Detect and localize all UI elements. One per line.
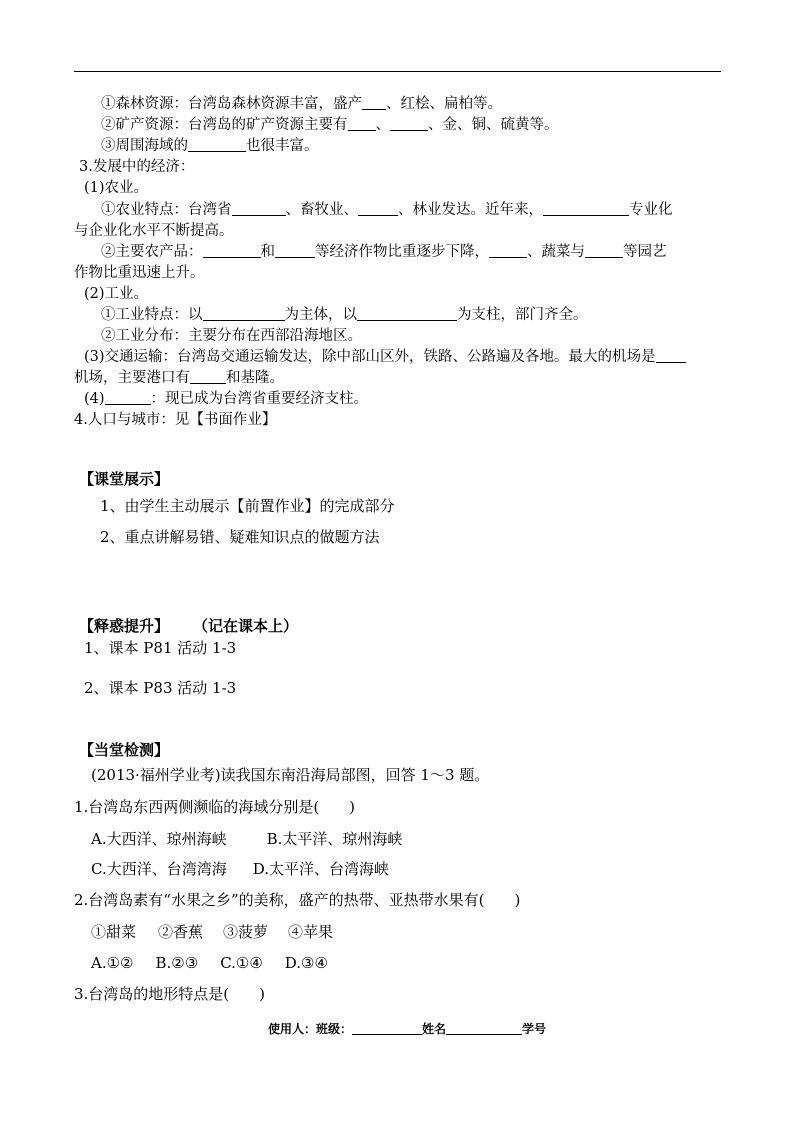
answer-blank (203, 305, 285, 321)
option-b: B.②③ (155, 954, 199, 972)
transport-continuation (74, 368, 284, 389)
option-c: C.大西洋、台湾湾海 (91, 860, 227, 878)
agriculture-products-continuation: 作物比重迅速上升。 (74, 265, 205, 281)
answer-blank (585, 242, 623, 258)
item-4: ④苹果 (288, 923, 334, 941)
industry-title: (2)工业。 (84, 286, 149, 302)
tourism-line (84, 389, 368, 410)
text: 、畜牧业、 (285, 202, 358, 218)
answer-blank (348, 115, 376, 131)
footer-name-label: 姓名 (422, 1022, 447, 1036)
industry-feature-line (101, 305, 588, 326)
population-line: 4.人口与城市：见【书面作业】 (74, 412, 277, 428)
footer-class-label: 使用人：班级： (268, 1022, 353, 1036)
text: ②矿产资源：台湾岛的矿产资源主要有 (101, 117, 348, 133)
option-d: D.太平洋、台湾海峡 (252, 860, 389, 878)
mineral-resources-line (101, 115, 559, 136)
answer-blank (357, 305, 457, 321)
option-d: D.③④ (284, 954, 328, 972)
sea-resources-line (101, 136, 319, 157)
display-item-1: 1、由学生主动展示【前置作业】的完成部分 (100, 497, 395, 515)
section-heading-display: 【课堂展示】 (79, 470, 170, 488)
test-intro: (2013·福州学业考)读我国东南沿海局部图，回答 1～3 题。 (91, 766, 490, 784)
question-3: 3.台湾岛的地形特点是( ) (74, 985, 266, 1003)
footer-id-label: 学号 (522, 1022, 547, 1036)
text: 为主体，以 (284, 307, 357, 323)
economy-title: 3.发展中的经济： (79, 159, 195, 175)
explain-item-2: 2、课本 P83 活动 1-3 (84, 679, 237, 697)
question-2: 2.台湾岛素有“水果之乡”的美称，盛产的热带、亚热带水果有( ) (74, 891, 521, 909)
display-item-2: 2、重点讲解易错、疑难知识点的做题方法 (100, 528, 380, 546)
header-rule (74, 71, 721, 72)
agriculture-title: (1)农业。 (84, 180, 149, 196)
transport-line (84, 347, 686, 368)
question-1-options-row-2 (91, 859, 389, 880)
text: 、林业发达。近年来， (398, 202, 543, 218)
text: （记在课本上） (193, 617, 299, 635)
agriculture-products-line (101, 242, 667, 263)
text: ①工业特点：以 (101, 307, 203, 323)
explain-item-1: 1、课本 P81 活动 1-3 (84, 639, 237, 657)
text: (3)交通运输：台湾岛交通运输发达，除中部山区外，铁路、公路遍及各地。最大的机场是 (84, 349, 656, 365)
text: 等经济作物比重逐步下降， (315, 244, 489, 260)
agriculture-feature-line (101, 200, 673, 221)
text: (4) (84, 391, 105, 407)
text: 、 (375, 117, 390, 133)
text: 专业化 (629, 202, 673, 218)
industry-distribution: ②工业分布：主要分布在西部沿海地区。 (101, 328, 362, 344)
text: 和 (260, 244, 275, 260)
answer-blank (543, 200, 629, 216)
item-2: ②香蕉 (158, 923, 204, 941)
answer-blank (358, 200, 398, 216)
section-heading-explain (79, 616, 298, 637)
answer-blank (656, 347, 686, 363)
text: 、红桧、扁柏等。 (386, 96, 502, 112)
text: 、蔬菜与 (527, 244, 585, 260)
answer-blank (188, 136, 246, 152)
class-blank (352, 1022, 422, 1035)
answer-blank (203, 242, 261, 258)
text: 为支柱，部门齐全。 (457, 307, 588, 323)
forest-resources-line (101, 94, 502, 115)
name-blank (446, 1022, 522, 1035)
answer-blank (362, 94, 386, 110)
text: 、金、铜、硫黄等。 (428, 117, 559, 133)
answer-blank (489, 242, 527, 258)
option-a: A.大西洋、琼州海峡 (91, 830, 227, 848)
answer-blank (232, 200, 286, 216)
text: 和基隆。 (226, 370, 284, 386)
text: 机场，主要港口有 (74, 370, 190, 386)
question-2-options (91, 953, 328, 974)
answer-blank (190, 368, 226, 384)
answer-blank (390, 115, 428, 131)
agriculture-feature-continuation: 与企业化水平不断提高。 (74, 223, 234, 239)
option-a: A.①② (91, 954, 134, 972)
item-3: ③菠萝 (223, 923, 269, 941)
footer-user-info (268, 1020, 546, 1037)
question-1-options-row-1 (91, 829, 402, 850)
option-b: B.太平洋、琼州海峡 (266, 830, 403, 848)
text: ①农业特点：台湾省 (101, 202, 232, 218)
option-c: C.①④ (220, 954, 263, 972)
answer-blank (105, 389, 151, 405)
text: 【释惑提升】 (79, 617, 170, 635)
text: ②主要农产品： (101, 244, 203, 260)
question-2-items (91, 922, 333, 943)
text: ：现已成为台湾省重要经济支柱。 (150, 391, 369, 407)
answer-blank (275, 242, 315, 258)
item-1: ①甜菜 (91, 923, 137, 941)
text: 等园艺 (623, 244, 667, 260)
section-heading-test: 【当堂检测】 (79, 741, 170, 759)
text: ③周围海域的 (101, 138, 188, 154)
text: ①森林资源：台湾岛森林资源丰富，盛产 (101, 96, 362, 112)
text: 也很丰富。 (246, 138, 319, 154)
question-1: 1.台湾岛东西两侧濒临的海域分别是( ) (74, 798, 356, 816)
